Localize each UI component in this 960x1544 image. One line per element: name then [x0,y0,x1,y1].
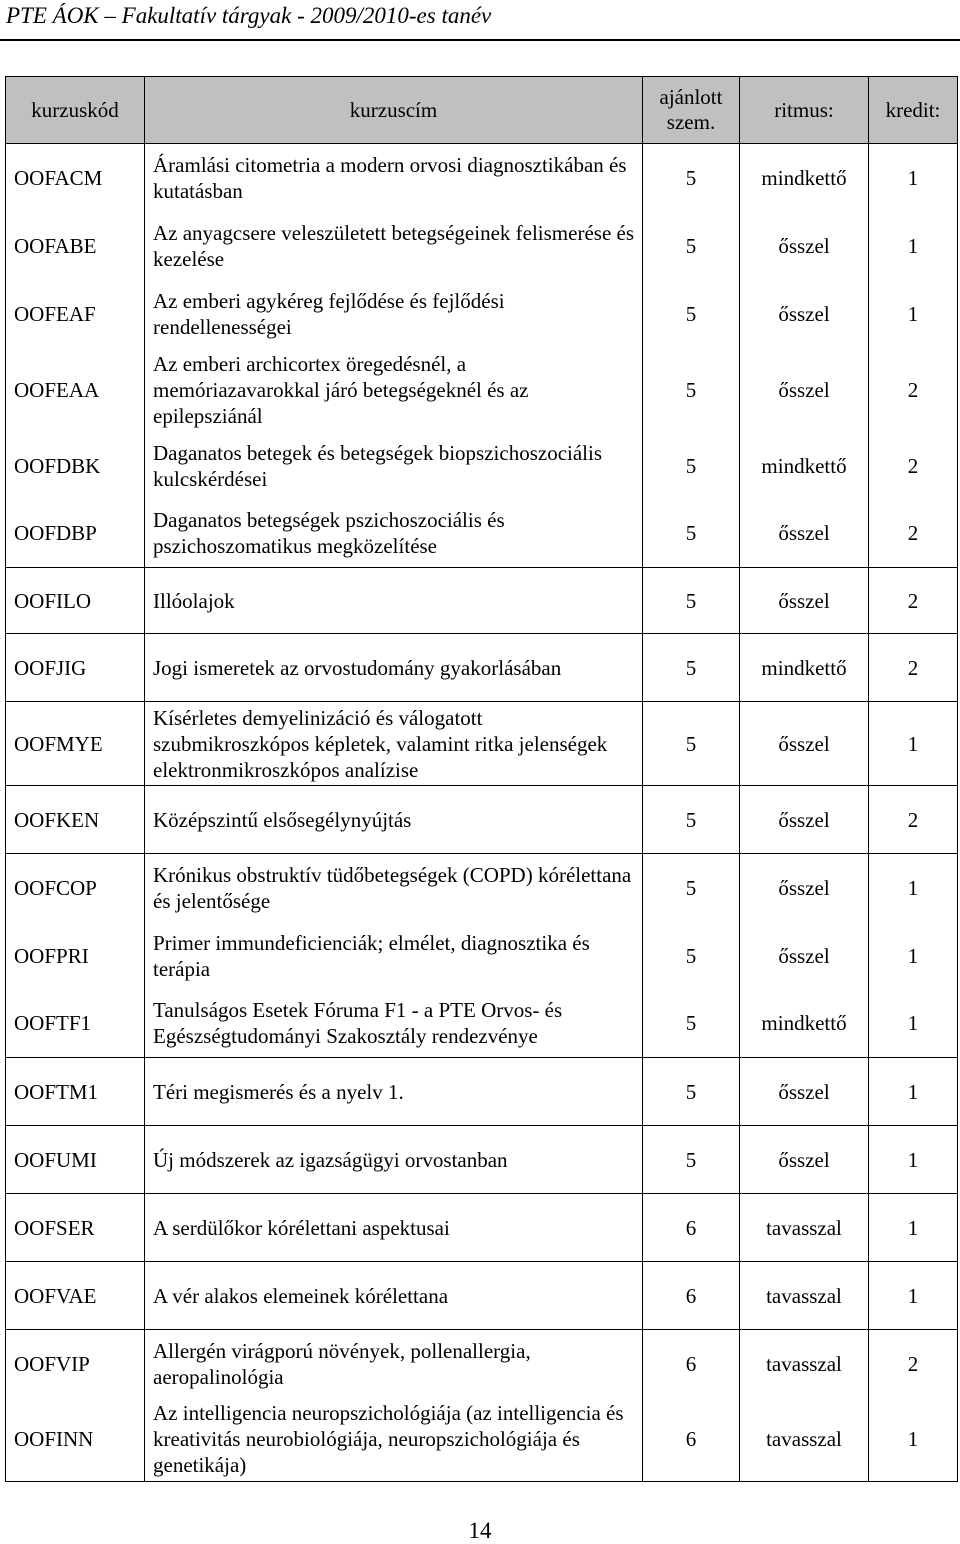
course-rhythm: ősszel [740,500,869,568]
course-rhythm: tavasszal [740,1194,869,1262]
table-row [6,568,958,634]
course-title: A vér alakos elemeinek kórélettana [145,1262,643,1330]
course-rhythm: tavasszal [740,1330,869,1398]
table-row [6,1194,958,1262]
col-header-credit: kredit: [869,77,958,144]
course-title: Az anyagcsere veleszületett betegségeinek felismerése és kezelése [145,212,643,280]
course-credit: 1 [869,1126,958,1194]
recommended-semester: 5 [643,1058,740,1126]
course-credit: 2 [869,634,958,702]
courses-table [5,76,958,1482]
table-body [6,144,958,1482]
course-code: OOFUMI [6,1126,145,1194]
course-title: Jogi ismeretek az orvostudomány gyakorlásában [145,634,643,702]
recommended-semester: 5 [643,144,740,212]
recommended-semester: 5 [643,568,740,634]
course-code: OOFSER [6,1194,145,1262]
course-rhythm: ősszel [740,568,869,634]
course-code: OOFABE [6,212,145,280]
table-row [6,500,958,568]
course-title: A serdülőkor kórélettani aspektusai [145,1194,643,1262]
course-rhythm: tavasszal [740,1398,869,1482]
course-credit: 1 [869,990,958,1058]
course-credit: 1 [869,212,958,280]
course-credit: 1 [869,280,958,348]
table-row [6,280,958,348]
table-row [6,348,958,432]
course-title: Új módszerek az igazságügyi orvostanban [145,1126,643,1194]
col-header-code: kurzuskód [6,77,145,144]
course-credit: 1 [869,922,958,990]
course-credit: 1 [869,144,958,212]
table-row [6,432,958,500]
course-code: OOFDBK [6,432,145,500]
course-credit: 1 [869,1262,958,1330]
course-title: Téri megismerés és a nyelv 1. [145,1058,643,1126]
course-code: OOFJIG [6,634,145,702]
course-rhythm: mindkettő [740,432,869,500]
course-title: Allergén virágporú növények, pollenallergia, aeropalinológia [145,1330,643,1398]
table-row [6,634,958,702]
table-row [6,702,958,786]
recommended-semester: 5 [643,922,740,990]
course-credit: 2 [869,1330,958,1398]
course-code: OOFEAA [6,348,145,432]
course-credit: 1 [869,1058,958,1126]
course-code: OOFTF1 [6,990,145,1058]
course-title: Középszintű elsősegélynyújtás [145,786,643,854]
course-code: OOFPRI [6,922,145,990]
course-code: OOFTM1 [6,1058,145,1126]
col-header-sem: ajánlott szem. [643,77,740,144]
col-header-title: kurzuscím [145,77,643,144]
course-title: Daganatos betegek és betegségek biopszichoszociális kulcskérdései [145,432,643,500]
recommended-semester: 5 [643,500,740,568]
table-row [6,1330,958,1398]
course-code: OOFVAE [6,1262,145,1330]
course-credit: 1 [869,702,958,786]
table-header-row [6,77,958,144]
course-rhythm: ősszel [740,280,869,348]
recommended-semester: 6 [643,1194,740,1262]
course-code: OOFVIP [6,1330,145,1398]
course-rhythm: ősszel [740,348,869,432]
recommended-semester: 5 [643,1126,740,1194]
recommended-semester: 5 [643,212,740,280]
course-rhythm: ősszel [740,854,869,922]
course-rhythm: ősszel [740,922,869,990]
course-title: Primer immundeficienciák; elmélet, diagnosztika és terápia [145,922,643,990]
course-code: OOFDBP [6,500,145,568]
course-code: OOFINN [6,1398,145,1482]
course-credit: 2 [869,500,958,568]
course-code: OOFMYE [6,702,145,786]
table-row [6,922,958,990]
course-credit: 2 [869,568,958,634]
course-rhythm: ősszel [740,1058,869,1126]
recommended-semester: 5 [643,280,740,348]
recommended-semester: 6 [643,1398,740,1482]
course-code: OOFEAF [6,280,145,348]
recommended-semester: 5 [643,432,740,500]
course-credit: 1 [869,1398,958,1482]
recommended-semester: 6 [643,1330,740,1398]
course-code: OOFKEN [6,786,145,854]
table-row [6,212,958,280]
table-row [6,1262,958,1330]
table-row [6,1126,958,1194]
course-code: OOFCOP [6,854,145,922]
recommended-semester: 5 [643,990,740,1058]
course-rhythm: mindkettő [740,990,869,1058]
course-title: Illóolajok [145,568,643,634]
course-rhythm: ősszel [740,786,869,854]
course-title: Kísérletes demyelinizáció és válogatott szubmikroszkópos képletek, valamint ritka jelenségek elektronmikroszkópos analízise [145,702,643,786]
recommended-semester: 5 [643,786,740,854]
course-title: Áramlási citometria a modern orvosi diagnosztikában és kutatásban [145,144,643,212]
course-title: Daganatos betegségek pszichoszociális és pszichoszomatikus megközelítése [145,500,643,568]
course-title: Az emberi agykéreg fejlődése és fejlődési rendellenességei [145,280,643,348]
course-rhythm: ősszel [740,702,869,786]
course-code: OOFACM [6,144,145,212]
recommended-semester: 5 [643,634,740,702]
table-row [6,144,958,212]
course-rhythm: ősszel [740,212,869,280]
course-credit: 2 [869,432,958,500]
course-credit: 2 [869,786,958,854]
recommended-semester: 5 [643,702,740,786]
course-title: Az intelligencia neuropszichológiája (az intelligencia és kreativitás neurobiológiája, neuropszichológiája és genetikája) [145,1398,643,1482]
course-rhythm: tavasszal [740,1262,869,1330]
recommended-semester: 5 [643,348,740,432]
course-rhythm: ősszel [740,1126,869,1194]
table-row [6,1058,958,1126]
page-number: 14 [468,1518,492,1543]
table-row [6,1398,958,1482]
table-row [6,854,958,922]
course-rhythm: mindkettő [740,634,869,702]
table-row [6,990,958,1058]
course-title: Krónikus obstruktív tüdőbetegségek (COPD) kórélettana és jelentősége [145,854,643,922]
table-row [6,786,958,854]
course-credit: 1 [869,854,958,922]
course-code: OOFILO [6,568,145,634]
course-title: Tanulságos Esetek Fóruma F1 - a PTE Orvos- és Egészségtudományi Szakosztály rendezvénye [145,990,643,1058]
document-header: PTE ÁOK – Fakultatív tárgyak - 2009/2010-es tanév [6,3,492,28]
recommended-semester: 5 [643,854,740,922]
header-rule [0,39,960,41]
course-title: Az emberi archicortex öregedésnél, a memóriazavarokkal járó betegségeknél és az epilepsziánál [145,348,643,432]
course-credit: 2 [869,348,958,432]
recommended-semester: 6 [643,1262,740,1330]
course-credit: 1 [869,1194,958,1262]
course-rhythm: mindkettő [740,144,869,212]
col-header-rhythm: ritmus: [740,77,869,144]
